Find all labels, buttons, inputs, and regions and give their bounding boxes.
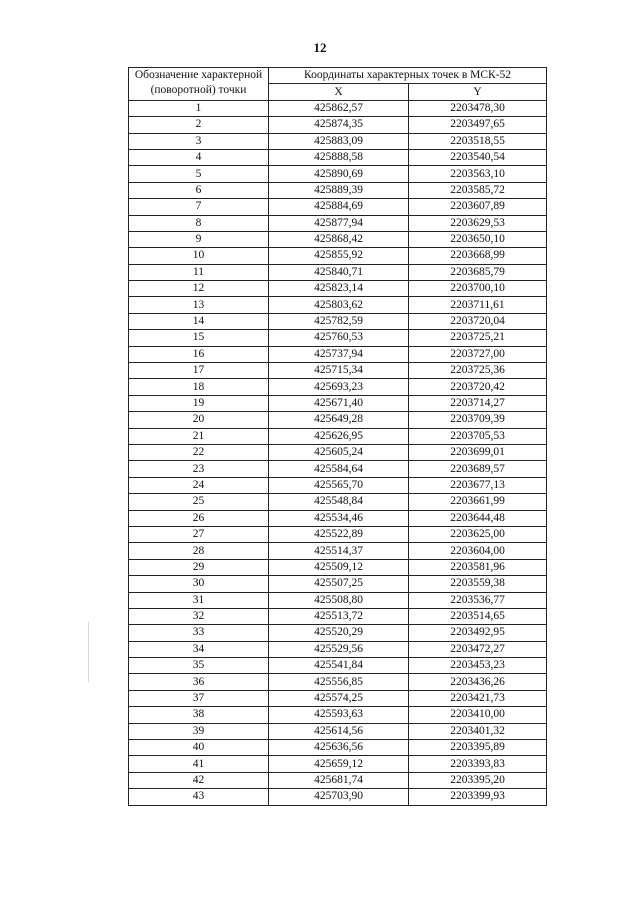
header-designation: Обозначение характерной (поворотной) точки bbox=[129, 68, 269, 101]
y-coordinate-cell: 2203711,61 bbox=[409, 297, 547, 313]
x-coordinate-cell: 425534,46 bbox=[269, 510, 409, 526]
y-coordinate-cell: 2203650,10 bbox=[409, 231, 547, 247]
x-coordinate-cell: 425548,84 bbox=[269, 494, 409, 510]
y-coordinate-cell: 2203604,00 bbox=[409, 543, 547, 559]
point-number-cell: 30 bbox=[129, 576, 269, 592]
x-coordinate-cell: 425671,40 bbox=[269, 395, 409, 411]
x-coordinate-cell: 425605,24 bbox=[269, 444, 409, 460]
table-header bbox=[129, 68, 547, 101]
y-coordinate-cell: 2203421,73 bbox=[409, 690, 547, 706]
table-row bbox=[129, 625, 547, 641]
x-coordinate-cell: 425514,37 bbox=[269, 543, 409, 559]
y-coordinate-cell: 2203700,10 bbox=[409, 281, 547, 297]
x-coordinate-cell: 425823,14 bbox=[269, 281, 409, 297]
x-coordinate-cell: 425574,25 bbox=[269, 690, 409, 706]
point-number-cell: 42 bbox=[129, 772, 269, 788]
x-coordinate-cell: 425703,90 bbox=[269, 789, 409, 805]
y-coordinate-cell: 2203581,96 bbox=[409, 559, 547, 575]
x-coordinate-cell: 425782,59 bbox=[269, 313, 409, 329]
table-row bbox=[129, 133, 547, 149]
y-coordinate-cell: 2203399,93 bbox=[409, 789, 547, 805]
y-coordinate-cell: 2203727,00 bbox=[409, 346, 547, 362]
x-coordinate-cell: 425520,29 bbox=[269, 625, 409, 641]
y-coordinate-cell: 2203720,04 bbox=[409, 313, 547, 329]
point-number-cell: 33 bbox=[129, 625, 269, 641]
coordinates-table bbox=[128, 67, 547, 806]
y-coordinate-cell: 2203563,10 bbox=[409, 166, 547, 182]
point-number-cell: 6 bbox=[129, 182, 269, 198]
y-coordinate-cell: 2203395,89 bbox=[409, 740, 547, 756]
point-number-cell: 36 bbox=[129, 674, 269, 690]
x-coordinate-cell: 425760,53 bbox=[269, 330, 409, 346]
point-number-cell: 28 bbox=[129, 543, 269, 559]
point-number-cell: 29 bbox=[129, 559, 269, 575]
point-number-cell: 14 bbox=[129, 313, 269, 329]
x-coordinate-cell: 425556,85 bbox=[269, 674, 409, 690]
point-number-cell: 41 bbox=[129, 756, 269, 772]
y-coordinate-cell: 2203478,30 bbox=[409, 100, 547, 116]
point-number-cell: 43 bbox=[129, 789, 269, 805]
y-coordinate-cell: 2203540,54 bbox=[409, 149, 547, 165]
table-row bbox=[129, 543, 547, 559]
table-row bbox=[129, 248, 547, 264]
x-coordinate-cell: 425803,62 bbox=[269, 297, 409, 313]
y-coordinate-cell: 2203685,79 bbox=[409, 264, 547, 280]
point-number-cell: 32 bbox=[129, 608, 269, 624]
table-row bbox=[129, 313, 547, 329]
x-coordinate-cell: 425862,57 bbox=[269, 100, 409, 116]
point-number-cell: 11 bbox=[129, 264, 269, 280]
table-row bbox=[129, 281, 547, 297]
x-coordinate-cell: 425877,94 bbox=[269, 215, 409, 231]
point-number-cell: 16 bbox=[129, 346, 269, 362]
point-number-cell: 5 bbox=[129, 166, 269, 182]
point-number-cell: 20 bbox=[129, 412, 269, 428]
point-number-cell: 23 bbox=[129, 461, 269, 477]
point-number-cell: 37 bbox=[129, 690, 269, 706]
table-row bbox=[129, 182, 547, 198]
x-coordinate-cell: 425888,58 bbox=[269, 149, 409, 165]
x-coordinate-cell: 425513,72 bbox=[269, 608, 409, 624]
table-row bbox=[129, 330, 547, 346]
table-row bbox=[129, 592, 547, 608]
table-row bbox=[129, 428, 547, 444]
table-row bbox=[129, 723, 547, 739]
header-x: X bbox=[269, 84, 409, 100]
point-number-cell: 4 bbox=[129, 149, 269, 165]
margin-mark bbox=[88, 622, 89, 682]
point-number-cell: 7 bbox=[129, 199, 269, 215]
x-coordinate-cell: 425883,09 bbox=[269, 133, 409, 149]
y-coordinate-cell: 2203725,21 bbox=[409, 330, 547, 346]
point-number-cell: 17 bbox=[129, 363, 269, 379]
point-number-cell: 34 bbox=[129, 641, 269, 657]
table-row bbox=[129, 264, 547, 280]
table-row bbox=[129, 149, 547, 165]
table-row bbox=[129, 461, 547, 477]
table-row bbox=[129, 772, 547, 788]
y-coordinate-cell: 2203536,77 bbox=[409, 592, 547, 608]
x-coordinate-cell: 425737,94 bbox=[269, 346, 409, 362]
x-coordinate-cell: 425649,28 bbox=[269, 412, 409, 428]
y-coordinate-cell: 2203401,32 bbox=[409, 723, 547, 739]
table-row bbox=[129, 740, 547, 756]
table-row bbox=[129, 690, 547, 706]
x-coordinate-cell: 425593,63 bbox=[269, 707, 409, 723]
point-number-cell: 25 bbox=[129, 494, 269, 510]
table-row bbox=[129, 412, 547, 428]
point-number-cell: 15 bbox=[129, 330, 269, 346]
table-body bbox=[129, 100, 547, 805]
x-coordinate-cell: 425868,42 bbox=[269, 231, 409, 247]
page-number: 12 bbox=[313, 40, 327, 55]
point-number-cell: 21 bbox=[129, 428, 269, 444]
point-number-cell: 19 bbox=[129, 395, 269, 411]
table-row bbox=[129, 674, 547, 690]
point-number-cell: 9 bbox=[129, 231, 269, 247]
table-row bbox=[129, 444, 547, 460]
point-number-cell: 3 bbox=[129, 133, 269, 149]
table-row bbox=[129, 608, 547, 624]
x-coordinate-cell: 425584,64 bbox=[269, 461, 409, 477]
y-coordinate-cell: 2203709,39 bbox=[409, 412, 547, 428]
x-coordinate-cell: 425693,23 bbox=[269, 379, 409, 395]
table-row bbox=[129, 510, 547, 526]
y-coordinate-cell: 2203585,72 bbox=[409, 182, 547, 198]
y-coordinate-cell: 2203644,48 bbox=[409, 510, 547, 526]
table-row bbox=[129, 477, 547, 493]
table-row bbox=[129, 199, 547, 215]
table-row bbox=[129, 395, 547, 411]
x-coordinate-cell: 425508,80 bbox=[269, 592, 409, 608]
point-number-cell: 8 bbox=[129, 215, 269, 231]
point-number-cell: 27 bbox=[129, 526, 269, 542]
point-number-cell: 40 bbox=[129, 740, 269, 756]
x-coordinate-cell: 425715,34 bbox=[269, 363, 409, 379]
table-row bbox=[129, 100, 547, 116]
y-coordinate-cell: 2203497,65 bbox=[409, 117, 547, 133]
table-row bbox=[129, 658, 547, 674]
table-row bbox=[129, 789, 547, 805]
point-number-cell: 2 bbox=[129, 117, 269, 133]
x-coordinate-cell: 425855,92 bbox=[269, 248, 409, 264]
table-row bbox=[129, 559, 547, 575]
table-row bbox=[129, 166, 547, 182]
table-row bbox=[129, 379, 547, 395]
x-coordinate-cell: 425626,95 bbox=[269, 428, 409, 444]
y-coordinate-cell: 2203395,20 bbox=[409, 772, 547, 788]
x-coordinate-cell: 425522,89 bbox=[269, 526, 409, 542]
point-number-cell: 31 bbox=[129, 592, 269, 608]
table-row bbox=[129, 641, 547, 657]
y-coordinate-cell: 2203472,27 bbox=[409, 641, 547, 657]
point-number-cell: 26 bbox=[129, 510, 269, 526]
y-coordinate-cell: 2203725,36 bbox=[409, 363, 547, 379]
y-coordinate-cell: 2203492,95 bbox=[409, 625, 547, 641]
table-row bbox=[129, 494, 547, 510]
y-coordinate-cell: 2203720,42 bbox=[409, 379, 547, 395]
table-row bbox=[129, 117, 547, 133]
table-row bbox=[129, 576, 547, 592]
x-coordinate-cell: 425890,69 bbox=[269, 166, 409, 182]
point-number-cell: 12 bbox=[129, 281, 269, 297]
x-coordinate-cell: 425840,71 bbox=[269, 264, 409, 280]
x-coordinate-cell: 425889,39 bbox=[269, 182, 409, 198]
y-coordinate-cell: 2203559,38 bbox=[409, 576, 547, 592]
table-row bbox=[129, 756, 547, 772]
point-number-cell: 1 bbox=[129, 100, 269, 116]
table-row bbox=[129, 215, 547, 231]
point-number-cell: 38 bbox=[129, 707, 269, 723]
x-coordinate-cell: 425884,69 bbox=[269, 199, 409, 215]
y-coordinate-cell: 2203661,99 bbox=[409, 494, 547, 510]
x-coordinate-cell: 425681,74 bbox=[269, 772, 409, 788]
point-number-cell: 35 bbox=[129, 658, 269, 674]
point-number-cell: 10 bbox=[129, 248, 269, 264]
table-row bbox=[129, 526, 547, 542]
table-row bbox=[129, 363, 547, 379]
y-coordinate-cell: 2203689,57 bbox=[409, 461, 547, 477]
header-coordinates-group: Координаты характерных точек в МСК-52 bbox=[269, 68, 547, 84]
table-row bbox=[129, 297, 547, 313]
x-coordinate-cell: 425614,56 bbox=[269, 723, 409, 739]
table-row bbox=[129, 231, 547, 247]
point-number-cell: 18 bbox=[129, 379, 269, 395]
y-coordinate-cell: 2203677,13 bbox=[409, 477, 547, 493]
x-coordinate-cell: 425541,84 bbox=[269, 658, 409, 674]
y-coordinate-cell: 2203453,23 bbox=[409, 658, 547, 674]
y-coordinate-cell: 2203436,26 bbox=[409, 674, 547, 690]
x-coordinate-cell: 425874,35 bbox=[269, 117, 409, 133]
point-number-cell: 22 bbox=[129, 444, 269, 460]
x-coordinate-cell: 425636,56 bbox=[269, 740, 409, 756]
y-coordinate-cell: 2203625,00 bbox=[409, 526, 547, 542]
y-coordinate-cell: 2203410,00 bbox=[409, 707, 547, 723]
table-row bbox=[129, 346, 547, 362]
y-coordinate-cell: 2203668,99 bbox=[409, 248, 547, 264]
x-coordinate-cell: 425565,70 bbox=[269, 477, 409, 493]
y-coordinate-cell: 2203393,83 bbox=[409, 756, 547, 772]
point-number-cell: 13 bbox=[129, 297, 269, 313]
point-number-cell: 24 bbox=[129, 477, 269, 493]
x-coordinate-cell: 425507,25 bbox=[269, 576, 409, 592]
x-coordinate-cell: 425529,56 bbox=[269, 641, 409, 657]
y-coordinate-cell: 2203607,89 bbox=[409, 199, 547, 215]
y-coordinate-cell: 2203699,01 bbox=[409, 444, 547, 460]
x-coordinate-cell: 425509,12 bbox=[269, 559, 409, 575]
y-coordinate-cell: 2203518,55 bbox=[409, 133, 547, 149]
y-coordinate-cell: 2203705,53 bbox=[409, 428, 547, 444]
header-y: Y bbox=[409, 84, 547, 100]
y-coordinate-cell: 2203629,53 bbox=[409, 215, 547, 231]
y-coordinate-cell: 2203714,27 bbox=[409, 395, 547, 411]
y-coordinate-cell: 2203514,65 bbox=[409, 608, 547, 624]
x-coordinate-cell: 425659,12 bbox=[269, 756, 409, 772]
point-number-cell: 39 bbox=[129, 723, 269, 739]
table-row bbox=[129, 707, 547, 723]
